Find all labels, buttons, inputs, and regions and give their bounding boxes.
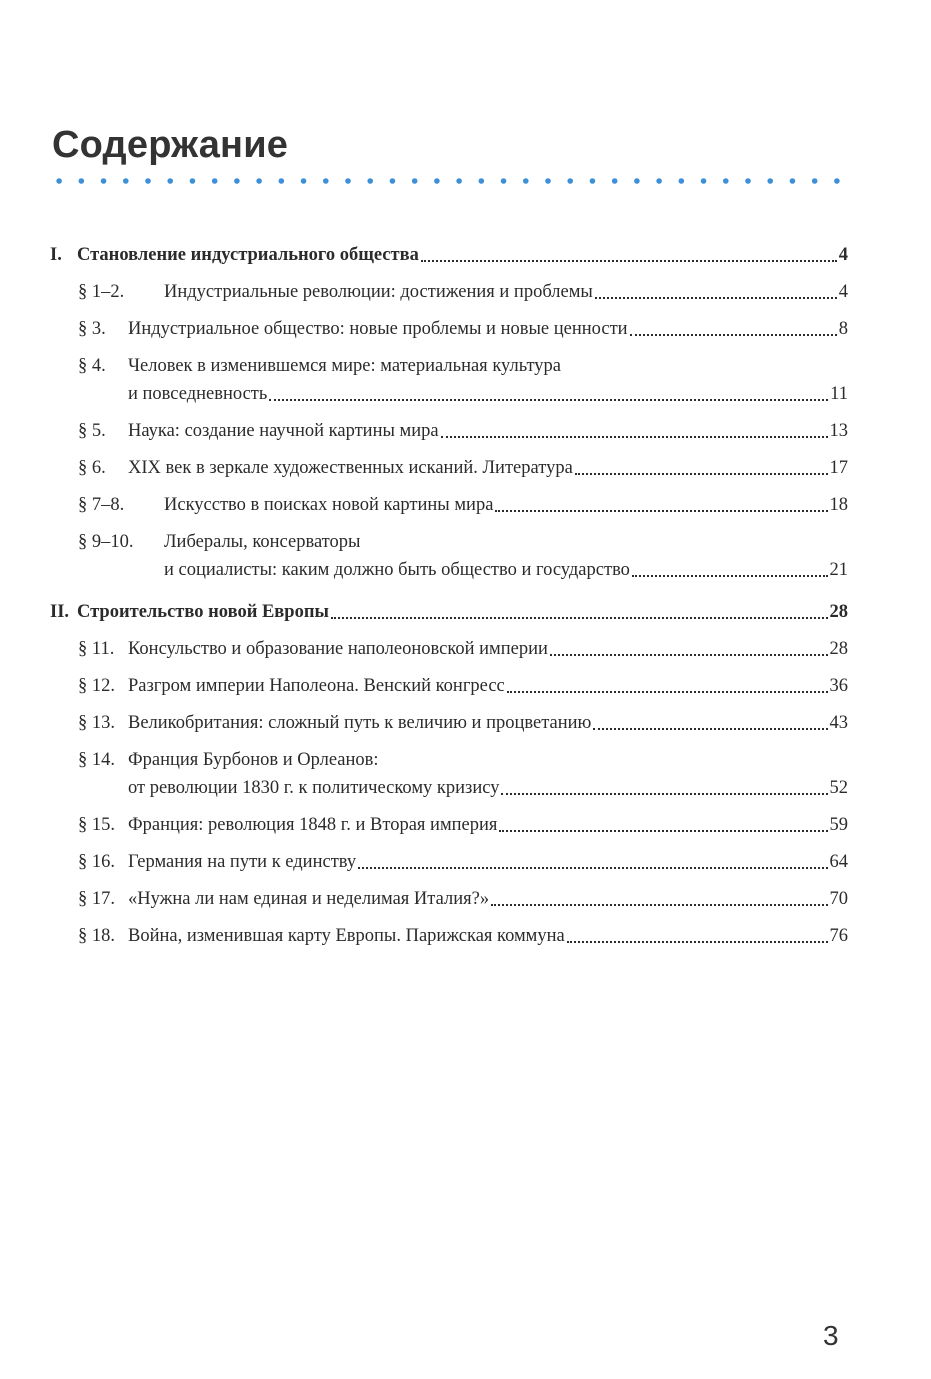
rule-dot	[567, 178, 573, 184]
paragraph-number: § 6.	[78, 458, 106, 478]
rule-dot	[501, 178, 507, 184]
rule-dot	[545, 178, 551, 184]
toc-entry-line	[50, 559, 848, 582]
table-of-contents	[50, 244, 848, 948]
entry-title: Франция: революция 1848 г. и Вторая империя	[128, 815, 498, 835]
title-dotted-rule	[48, 176, 848, 186]
toc-section-heading	[50, 601, 848, 624]
toc-entry-line	[50, 888, 848, 911]
toc-entry-line	[50, 749, 848, 772]
entry-title: и социалисты: каким должно быть общество и государство	[164, 560, 630, 580]
rule-dot	[412, 178, 418, 184]
entry-title: и повседневность	[128, 384, 268, 404]
toc-entry-line	[50, 355, 848, 378]
paragraph-number: § 7–8.	[78, 495, 125, 515]
section-page-number: 28	[829, 602, 848, 622]
section-numeral: I.	[50, 245, 62, 265]
toc-entry	[50, 749, 848, 800]
toc-entry	[50, 712, 848, 735]
entry-page-number: 76	[829, 926, 848, 946]
entry-page-number: 8	[838, 319, 848, 339]
dot-leader	[595, 297, 837, 299]
rule-dot	[479, 178, 485, 184]
toc-entry	[50, 675, 848, 698]
rule-dot	[679, 178, 685, 184]
rule-dot	[123, 178, 129, 184]
dot-leader	[499, 830, 827, 832]
toc-entry	[50, 355, 848, 406]
rule-dot	[723, 178, 729, 184]
page-title: Содержание	[52, 124, 289, 166]
toc-entry-line	[50, 777, 848, 800]
dot-leader	[630, 334, 837, 336]
paragraph-number: § 9–10.	[78, 532, 134, 552]
entry-title: XIX век в зеркале художественных исканий. Литература	[128, 458, 573, 478]
paragraph-number: § 16.	[78, 852, 115, 872]
rule-dot	[323, 178, 329, 184]
paragraph-number: § 5.	[78, 421, 106, 441]
rule-dot	[701, 178, 707, 184]
toc-section-heading	[50, 244, 848, 267]
rule-dot	[190, 178, 196, 184]
toc-entry	[50, 814, 848, 837]
toc-entry-line	[50, 281, 848, 304]
toc-entry-line	[50, 383, 848, 406]
dot-leader	[632, 575, 828, 577]
dot-leader	[491, 904, 827, 906]
entry-page-number: 43	[829, 713, 848, 733]
rule-dot	[212, 178, 218, 184]
rule-dot	[767, 178, 773, 184]
rule-dot	[56, 178, 62, 184]
dot-leader	[567, 941, 828, 943]
entry-title: Франция Бурбонов и Орлеанов:	[128, 750, 379, 770]
toc-entry-line	[50, 814, 848, 837]
entry-page-number: 59	[829, 815, 848, 835]
dot-leader	[501, 793, 827, 795]
rule-dot	[834, 178, 840, 184]
page-number: 3	[823, 1320, 839, 1351]
toc-entry-line	[50, 925, 848, 948]
section-title: Строительство новой Европы	[77, 602, 329, 622]
entry-title: Война, изменившая карту Европы. Парижская коммуна	[128, 926, 565, 946]
entry-title: Разгром империи Наполеона. Венский конгресс	[128, 676, 505, 696]
toc-entry-line	[50, 531, 848, 554]
rule-dot	[301, 178, 307, 184]
toc-entry	[50, 457, 848, 480]
entry-page-number: 36	[829, 676, 848, 696]
toc-entry	[50, 494, 848, 517]
paragraph-number: § 13.	[78, 713, 115, 733]
toc-entry	[50, 851, 848, 874]
rule-dot	[812, 178, 818, 184]
entry-title: от революции 1830 г. к политическому кризису	[128, 778, 500, 798]
paragraph-number: § 1–2.	[78, 282, 125, 302]
rule-dot	[256, 178, 262, 184]
dot-leader	[421, 260, 837, 262]
entry-page-number: 21	[829, 560, 848, 580]
toc-entry-line	[50, 420, 848, 443]
rule-dot	[656, 178, 662, 184]
paragraph-number: § 3.	[78, 319, 106, 339]
dot-leader	[441, 436, 828, 438]
toc-entry	[50, 888, 848, 911]
toc-entry	[50, 318, 848, 341]
dot-leader	[495, 510, 827, 512]
dot-leader	[575, 473, 828, 475]
paragraph-number: § 14.	[78, 750, 115, 770]
toc-entry-line	[50, 494, 848, 517]
entry-page-number: 28	[829, 639, 848, 659]
toc-entry	[50, 420, 848, 443]
entry-page-number: 52	[829, 778, 848, 798]
entry-page-number: 64	[829, 852, 848, 872]
entry-title: Искусство в поисках новой картины мира	[164, 495, 494, 515]
rule-dot	[612, 178, 618, 184]
paragraph-number: § 15.	[78, 815, 115, 835]
rule-dot	[145, 178, 151, 184]
toc-entry	[50, 281, 848, 304]
section-numeral: II.	[50, 602, 70, 622]
paragraph-number: § 18.	[78, 926, 115, 946]
entry-page-number: 17	[829, 458, 848, 478]
dot-leader	[593, 728, 827, 730]
paragraph-number: § 4.	[78, 356, 106, 376]
paragraph-number: § 11.	[78, 639, 115, 659]
toc-entry	[50, 925, 848, 948]
section-page-number: 4	[838, 245, 848, 265]
rule-dot	[279, 178, 285, 184]
dot-leader	[269, 399, 828, 401]
dot-leader	[331, 617, 828, 619]
entry-title: Либералы, консерваторы	[164, 532, 361, 552]
toc-entry	[50, 638, 848, 661]
entry-title: Великобритания: сложный путь к величию и процветанию	[128, 713, 592, 733]
rule-dot	[101, 178, 107, 184]
entry-title: Человек в изменившемся мире: материальная культура	[128, 356, 561, 376]
rule-dot	[167, 178, 173, 184]
rule-dot	[745, 178, 751, 184]
dot-leader	[358, 867, 827, 869]
rule-dot	[590, 178, 596, 184]
entry-page-number: 70	[829, 889, 848, 909]
entry-title: Индустриальное общество: новые проблемы и новые ценности	[128, 319, 628, 339]
rule-dot	[456, 178, 462, 184]
toc-entry-line	[50, 318, 848, 341]
dot-leader	[550, 654, 828, 656]
entry-title: Консульство и образование наполеоновской империи	[128, 639, 548, 659]
paragraph-number: § 17.	[78, 889, 115, 909]
entry-title: Наука: создание научной картины мира	[128, 421, 439, 441]
entry-page-number: 18	[829, 495, 848, 515]
rule-dot	[234, 178, 240, 184]
toc-entry-line	[50, 457, 848, 480]
toc-entry-line	[50, 638, 848, 661]
entry-page-number: 13	[829, 421, 848, 441]
entry-title: «Нужна ли нам единая и неделимая Италия?»	[128, 889, 490, 909]
toc-entry-line	[50, 675, 848, 698]
toc-entry	[50, 531, 848, 582]
toc-entry-line	[50, 712, 848, 735]
dot-leader	[507, 691, 828, 693]
rule-dot	[790, 178, 796, 184]
rule-dot	[434, 178, 440, 184]
section-title: Становление индустриального общества	[77, 245, 419, 265]
entry-title: Индустриальные революции: достижения и проблемы	[164, 282, 593, 302]
rule-dot	[367, 178, 373, 184]
rule-dot	[390, 178, 396, 184]
entry-page-number: 11	[830, 384, 848, 404]
rule-dot	[523, 178, 529, 184]
rule-dot	[79, 178, 85, 184]
rule-dot	[345, 178, 351, 184]
toc-entry-line	[50, 851, 848, 874]
entry-title: Германия на пути к единству	[128, 852, 357, 872]
rule-dot	[634, 178, 640, 184]
entry-page-number: 4	[838, 282, 848, 302]
paragraph-number: § 12.	[78, 676, 115, 696]
